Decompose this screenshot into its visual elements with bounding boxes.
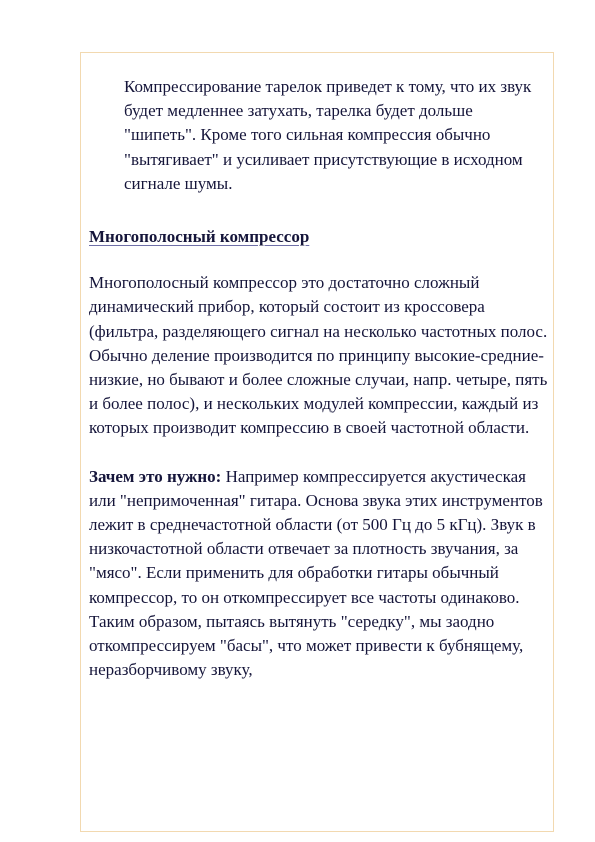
paragraph-multiband-description: Многополосный компрессор это достаточно сложный динамический прибор, который состоит из кроссовера (фильтра, разделяющего сигнал на несколько частотных полос. Обычно деление производится по принципу высокие-средние-низкие, но бывают и более сложные случаи, напр. четыре, пять и более полос), и нескольких модулей компрессии, каждый из которых производит компрессию в своей частотной области.	[89, 273, 548, 438]
paragraph-lead: Зачем это нужно:	[89, 466, 222, 486]
document-body	[89, 57, 551, 682]
paragraph-why-needed	[89, 465, 551, 683]
section-heading: Многополосный компрессор	[89, 227, 310, 247]
paragraph-body: Например компрессируется акустическая или "непримоченная" гитара. Основа звука этих инструментов лежит в среднечастотной области (от 500 Гц до 5 кГц). Звук в низкочастотной области отвечает за плотность звучания, за "мясо". Если применить для обработки гитары обычный компрессор, то он откомпрессирует все частоты одинаково. Таким образом, пытаясь вытянуть "середку", мы заодно откомпрессируем "басы", что может привести к бубнящему, неразборчивому звуку,	[89, 466, 543, 680]
intro-paragraph: Компрессирование тарелок приведет к тому, что их звук будет медленнее затухать, тарелка будет дольше "шипеть". Кроме того сильная компрессия обычно "вытягивает" и усиливает присутствующие в исходном сигнале шумы.	[124, 77, 532, 193]
